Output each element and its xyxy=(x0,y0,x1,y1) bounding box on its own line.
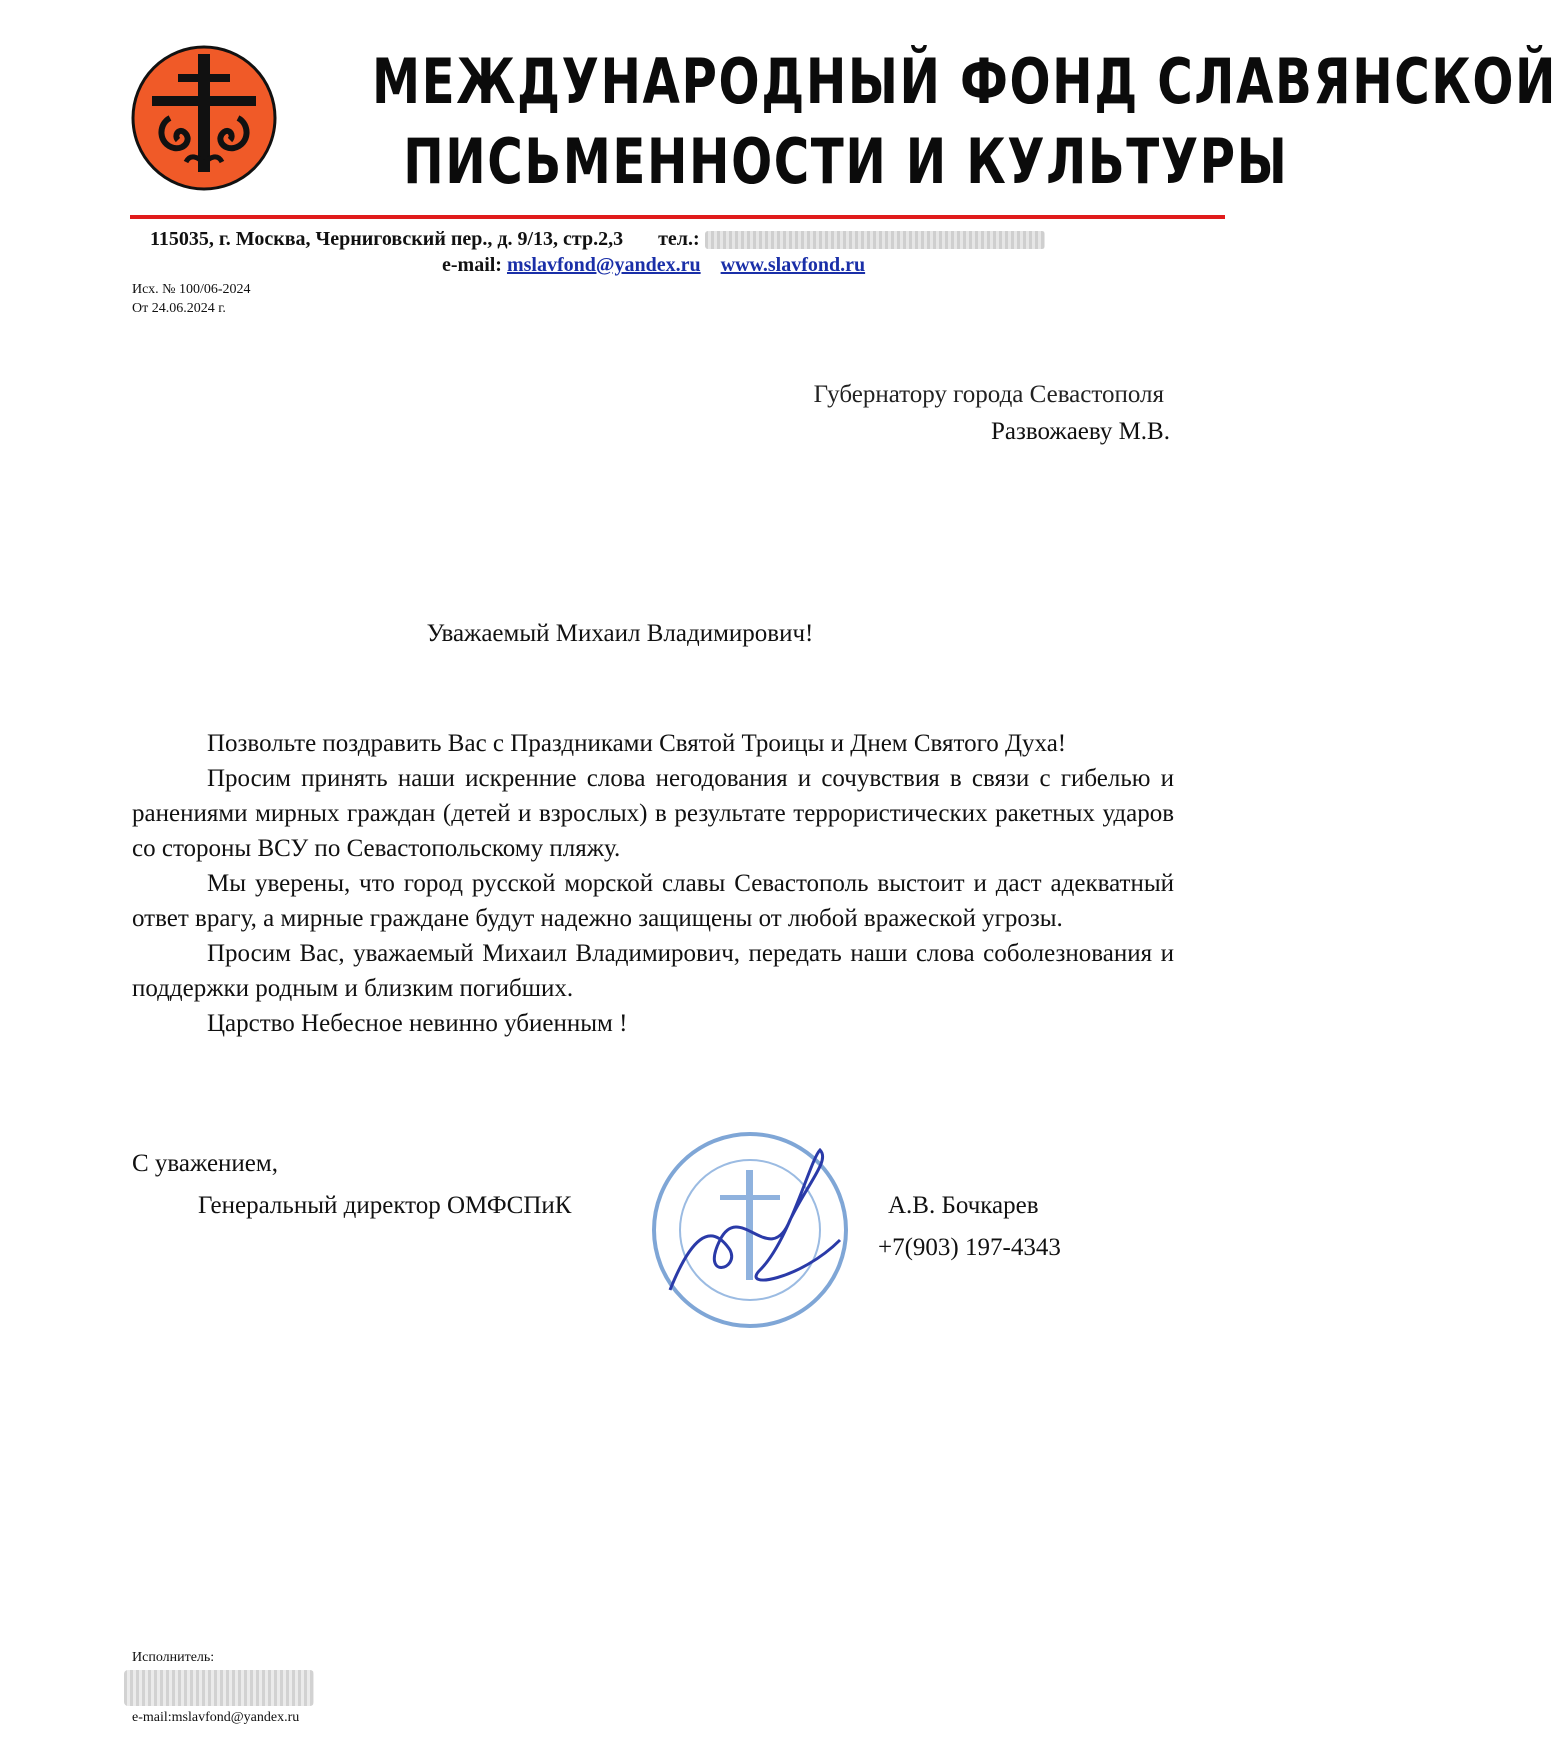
header-divider xyxy=(130,215,1225,219)
signer-phone: +7(903) 197-4343 xyxy=(878,1234,1061,1261)
paragraph: Просим принять наши искренние слова негодования и сочувствия в связи с гибелью и ранениями мирных граждан (детей и взрослых) в результате террористических ракетных ударов со стороны ВСУ по Севастопольскому пляжу. xyxy=(132,765,1174,862)
executor-email: e-mail:mslavfond@yandex.ru xyxy=(132,1710,300,1725)
signer-name: А.В. Бочкарев xyxy=(888,1192,1039,1219)
phone-label: тел.: xyxy=(658,228,700,250)
address-text: 115035, г. Москва, Черниговский пер., д. 9/13, стр.2,3 xyxy=(150,228,624,250)
paragraph: Позвольте поздравить Вас с Праздниками Святой Троицы и Днем Святого Духа! xyxy=(207,730,1067,757)
outgoing-date: От 24.06.2024 г. xyxy=(132,301,226,316)
addressee-title: Губернатору города Севастополя xyxy=(813,381,1164,408)
letter-greeting: Уважаемый Михаил Владимирович! xyxy=(426,620,814,647)
paragraph: Царство Небесное невинно убиенным ! xyxy=(207,1010,628,1037)
address-line xyxy=(150,228,1045,251)
email-label: e-mail: xyxy=(442,254,502,276)
foundation-logo xyxy=(130,44,278,192)
website-link[interactable]: www.slavfond.ru xyxy=(720,254,866,276)
signature xyxy=(670,1150,840,1290)
letter-body xyxy=(132,726,1174,1041)
addressee-name: Развожаеву М.В. xyxy=(991,418,1170,445)
contacts-line xyxy=(442,254,865,277)
paragraph: Мы уверены, что город русской морской славы Севастополь выстоит и даст адекватный ответ врагу, а мирные граждане будут надежно защищены от любой вражеской угрозы. xyxy=(132,870,1174,932)
redacted-phone xyxy=(705,231,1045,249)
organization-title-line2: ПИСЬМЕННОСТИ И КУЛЬТУРЫ xyxy=(403,125,1289,198)
outgoing-reference xyxy=(132,280,251,318)
addressee-block xyxy=(814,376,1170,450)
paragraph: Просим Вас, уважаемый Михаил Владимирович, передать наши слова соболезнования и поддержки родным и близким погибших. xyxy=(132,940,1174,1002)
email-link[interactable]: mslavfond@yandex.ru xyxy=(506,254,701,276)
closing-phrase: С уважением, xyxy=(132,1150,278,1177)
redacted-executor xyxy=(124,1670,314,1706)
signer-position: Генеральный директор ОМФСПиК xyxy=(198,1192,572,1219)
organization-title xyxy=(372,42,1557,202)
executor-label: Исполнитель: xyxy=(132,1650,215,1665)
outgoing-number: Исх. № 100/06-2024 xyxy=(132,282,251,297)
official-stamp xyxy=(640,1120,860,1340)
organization-title-line1: МЕЖДУНАРОДНЫЙ ФОНД СЛАВЯНСКОЙ xyxy=(372,45,1557,118)
